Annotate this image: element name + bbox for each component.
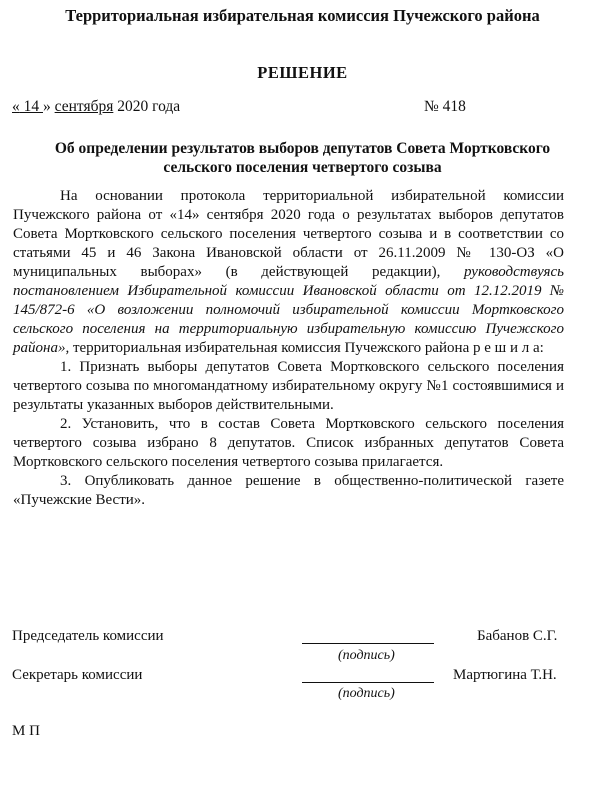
decision-item: 3. Опубликовать данное решение в общественно-политической газете «Пучежские Вести». — [13, 473, 564, 508]
secretary-role: Секретарь комиссии — [12, 667, 143, 683]
secretary-signature-line — [302, 682, 434, 683]
date-year: 2020 года — [113, 98, 181, 115]
preamble-resolve: территориальная избирательная комиссия Пучежского района р е ш и л а: — [69, 340, 544, 356]
preamble-italic-basis: руководствуясь постановлением Избирательной комиссии Ивановской области от 12.12.2019 № 145/872-6 «О возложении полномочий избирательной комиссии Мортковского сельского поселения на территориальную избирательную комиссию Пучежского района», — [13, 264, 564, 356]
chair-signature-line — [302, 643, 434, 644]
chair-role: Председатель комиссии — [12, 628, 164, 644]
date-open-quote: « — [12, 98, 20, 115]
decision-number: № 418 — [424, 98, 466, 115]
decision-date — [12, 98, 180, 116]
date-close-quote: » — [43, 98, 51, 115]
decision-item: 1. Признать выборы депутатов Совета Мортковского сельского поселения четвертого созыва по многомандатному избирательному округу №1 состоявшимися и результаты указанных выборов действительными. — [13, 359, 564, 413]
document-type-heading: РЕШЕНИЕ — [257, 63, 348, 82]
decision-item: 2. Установить, что в состав Совета Мортковского сельского поселения четвертого созыва избрано 8 депутатов. Список избранных депутатов Совета Мортковского сельского поселения четвертого созыва прилагается. — [13, 416, 564, 470]
preamble-intro: На основании протокола территориальной избирательной комиссии Пучежского района от «14» сентября 2020 года о результатах выборов депутатов Совета Мортковского сельского поселения четвертого созыва и в соответствии со статьями 45 и 46 Закона Ивановской области от 26.11.2009 № 130-ОЗ «О муниципальных выборах» (в действующей редакции), — [13, 188, 564, 280]
date-day: 14 — [19, 98, 43, 115]
preamble-paragraph — [13, 187, 564, 358]
commission-name: Территориальная избирательная комиссия Пучежского района — [65, 6, 540, 25]
secretary-name: Мартюгина Т.Н. — [453, 667, 557, 683]
decision-subject: Об определении результатов выборов депутатов Совета Мортковского сельского поселения четвертого созыва — [54, 140, 551, 176]
decision-body — [13, 187, 564, 510]
chair-signature-caption: (подпись) — [338, 648, 395, 663]
chair-name: Бабанов С.Г. — [477, 628, 558, 644]
secretary-signature-caption: (подпись) — [338, 686, 395, 701]
stamp-place: М П — [12, 723, 40, 739]
date-month: сентября — [54, 98, 114, 115]
